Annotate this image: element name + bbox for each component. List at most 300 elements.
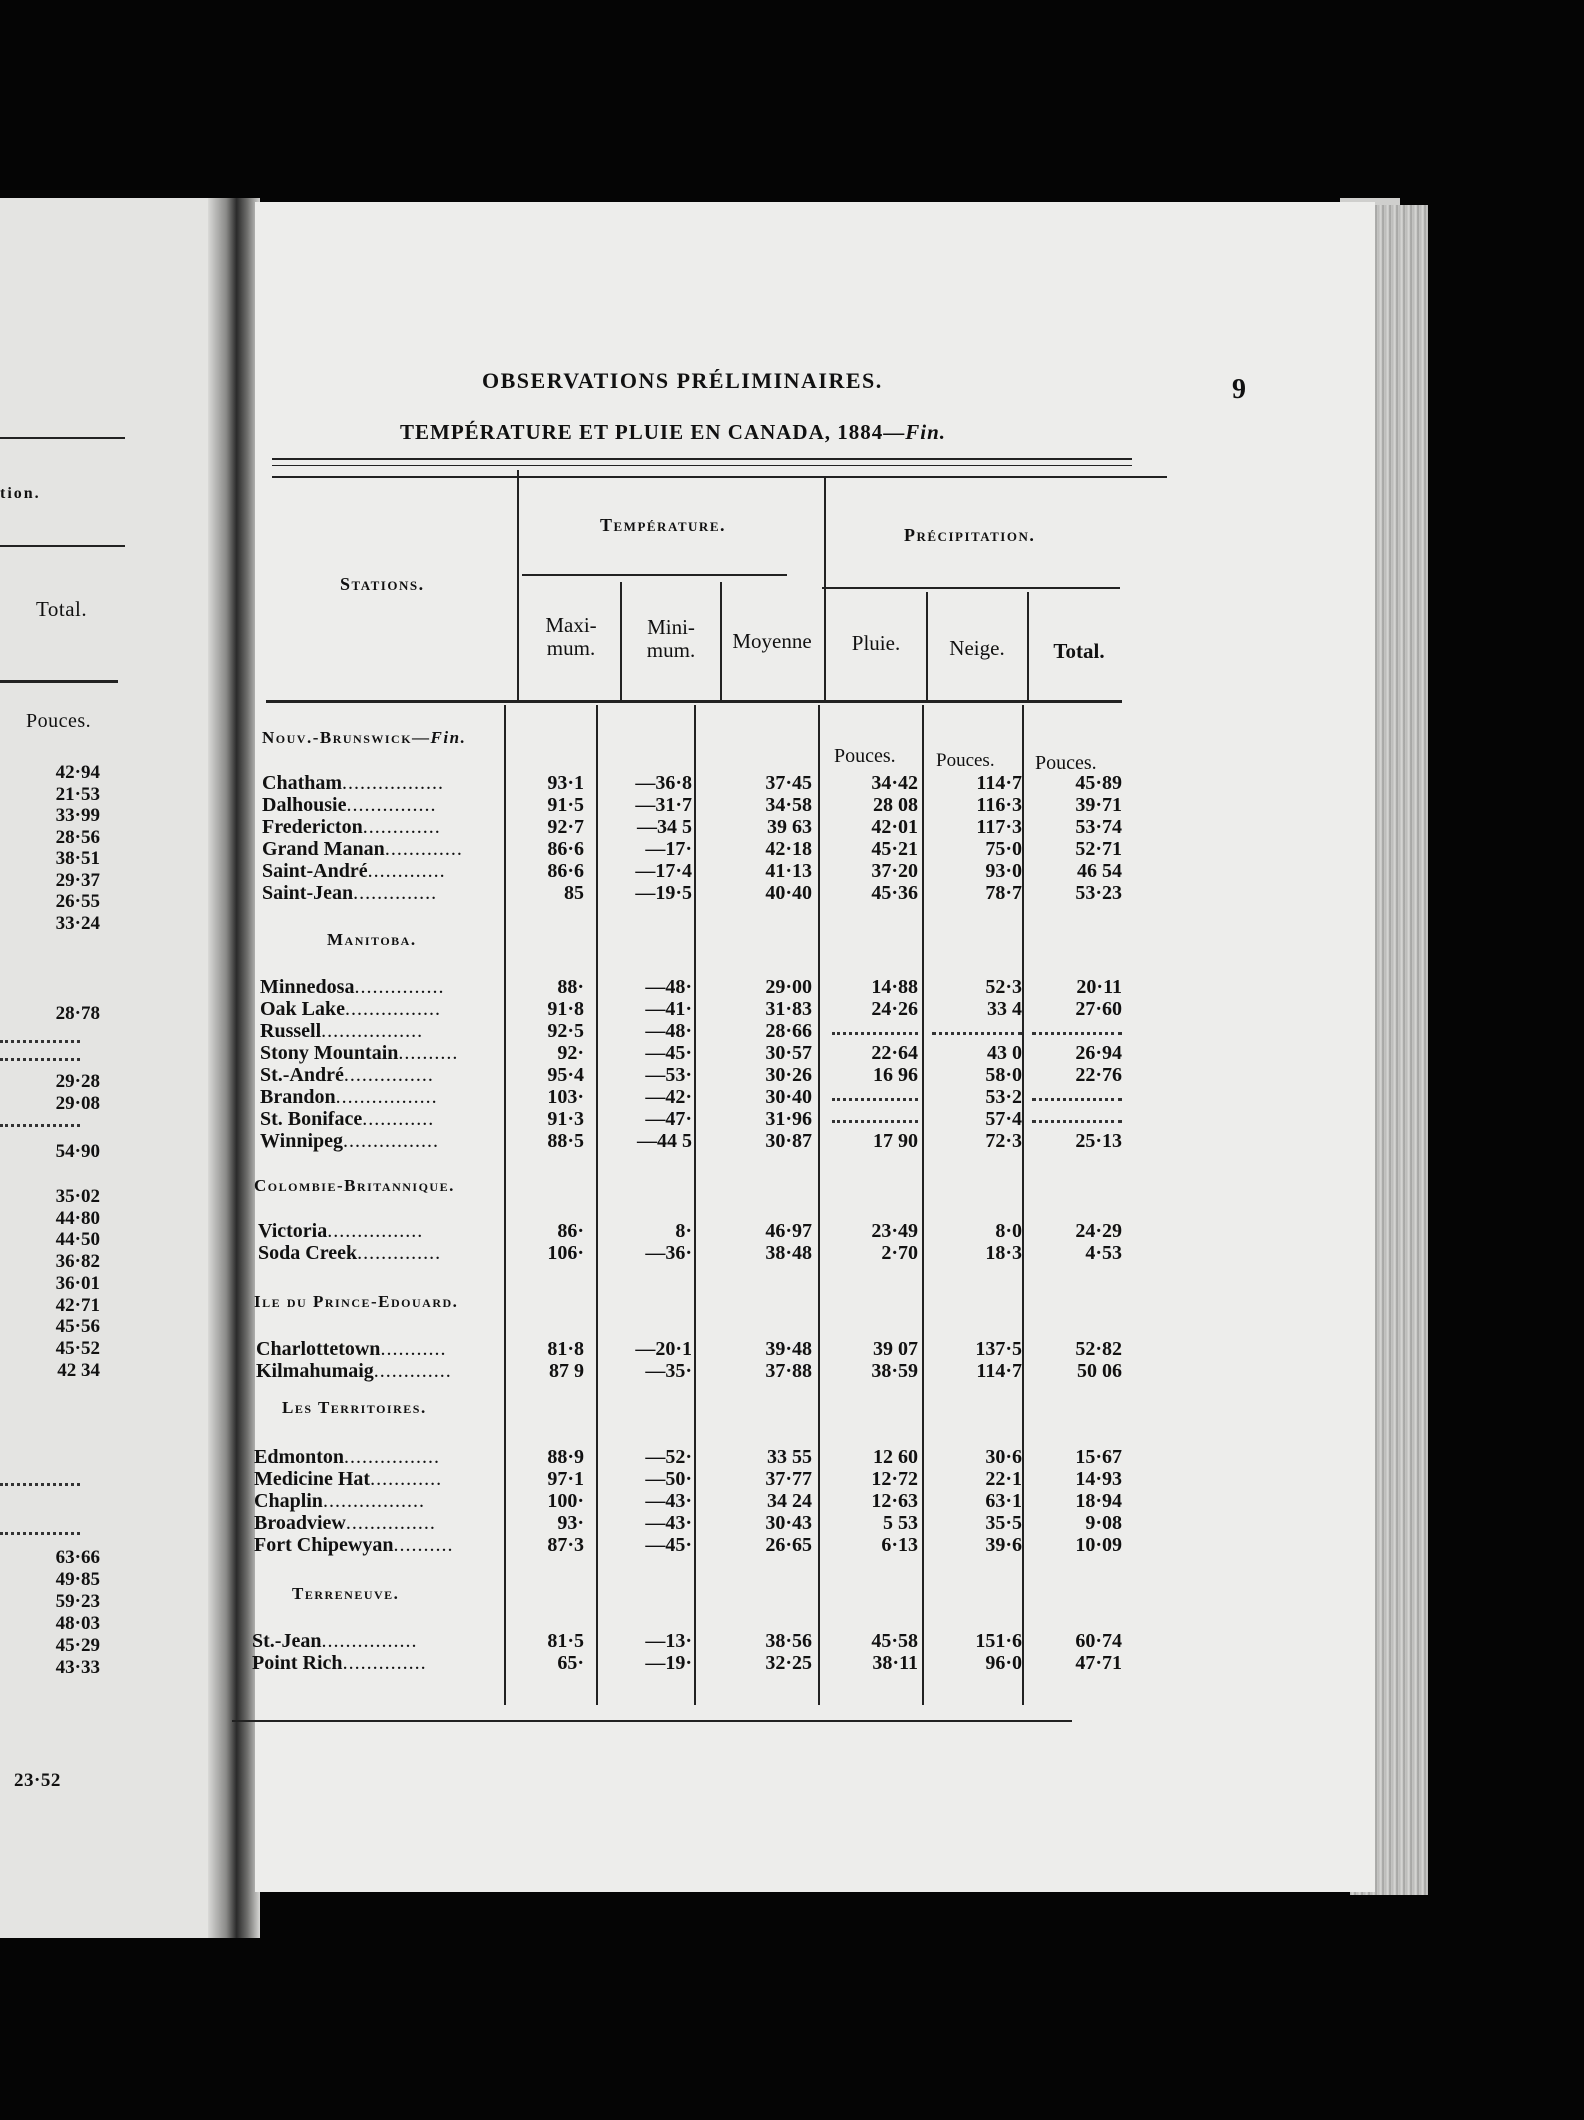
section-name: Nouv.-Brunswick— — [262, 728, 431, 747]
cell-max: 93·1 — [547, 772, 584, 794]
rule-top-1 — [272, 458, 1132, 460]
rule-top-3 — [272, 476, 1167, 478]
station-name-text: Brandon — [260, 1086, 336, 1108]
dot-leader: ................. — [321, 1020, 424, 1042]
table-row — [232, 838, 1352, 860]
station-name-text: Minnedosa — [260, 976, 355, 998]
station-name — [254, 1468, 442, 1491]
cell-min: —19· — [645, 1652, 692, 1674]
station-name — [260, 998, 441, 1021]
cell-rain: 24·26 — [871, 998, 918, 1020]
dot-leader: ................. — [322, 1490, 425, 1512]
cell-total: 14·93 — [1075, 1468, 1122, 1490]
station-name-text: Grand Manan — [262, 838, 385, 860]
cell-rain: 28 08 — [873, 794, 918, 816]
cell-snow: 57·4 — [985, 1108, 1022, 1130]
cell-rain: 22·64 — [871, 1042, 918, 1064]
cell-snow: 114·7 — [976, 772, 1022, 794]
cell-snow: 137·5 — [975, 1338, 1022, 1360]
table-row — [232, 1086, 1352, 1108]
section-heading — [254, 1176, 455, 1196]
cell-total: 26·94 — [1075, 1042, 1122, 1064]
section-name: Colombie-Britannique. — [254, 1176, 455, 1195]
cell-rain: 12·63 — [871, 1490, 918, 1512]
dot-leader: ................. — [335, 1086, 438, 1108]
left-value: 44·80 — [55, 1207, 100, 1229]
dot-leader: ........... — [380, 1338, 447, 1360]
vrule-rain — [926, 592, 928, 702]
section-heading — [292, 1584, 399, 1604]
cell-max: 92·7 — [547, 816, 584, 838]
station-name — [254, 1512, 436, 1535]
table-row — [232, 1020, 1352, 1042]
station-name-text: Medicine Hat — [254, 1468, 371, 1490]
station-name — [254, 1490, 425, 1513]
dot-leader: ................ — [344, 1446, 441, 1468]
table-row — [232, 816, 1352, 838]
station-name — [256, 1338, 446, 1361]
rule-header-bottom — [266, 700, 1122, 703]
left-value: 26·55 — [55, 891, 100, 912]
table-row — [232, 1534, 1352, 1556]
station-name — [260, 1130, 439, 1153]
left-value: 49·85 — [55, 1569, 100, 1590]
dot-leader: ................ — [321, 1630, 418, 1652]
table-row — [232, 1360, 1352, 1382]
table-row — [232, 1652, 1352, 1674]
dot-leader: ............... — [354, 976, 445, 998]
cell-mean: 26·65 — [765, 1534, 812, 1556]
left-value: 29·08 — [55, 1093, 100, 1114]
cell-mean: 28·66 — [765, 1020, 812, 1042]
cell-min: —45· — [645, 1042, 692, 1064]
cell-mean: 42·18 — [765, 838, 812, 860]
cell-mean: 30·57 — [765, 1042, 812, 1064]
dot-leader: ................ — [327, 1220, 424, 1242]
station-name-text: Saint-Jean — [262, 882, 354, 904]
cell-mean: 31·83 — [765, 998, 812, 1020]
station-name — [260, 1086, 438, 1109]
dot-leader: .......... — [398, 1042, 459, 1064]
cell-mean: 30·40 — [765, 1086, 812, 1108]
dot-leader: ............. — [367, 860, 446, 882]
cell-min: —17· — [645, 838, 692, 860]
left-value: 59·23 — [55, 1591, 100, 1612]
cell-mean: 38·56 — [765, 1630, 812, 1652]
station-name-text: Victoria — [258, 1220, 328, 1242]
station-name — [254, 1534, 453, 1557]
cell-snow — [932, 1020, 1022, 1035]
cell-total: 52·82 — [1075, 1338, 1122, 1360]
station-name — [254, 1446, 440, 1469]
cell-total: 4·53 — [1085, 1242, 1122, 1264]
station-name-text: Fort Chipewyan — [254, 1534, 394, 1556]
cell-rain — [832, 1108, 918, 1123]
cell-max: 86·6 — [547, 838, 584, 860]
table-row — [232, 1490, 1352, 1512]
table-title-text: TEMPÉRATURE ET PLUIE EN CANADA, 1884— — [400, 420, 906, 444]
col-header-total: Total. — [1053, 639, 1105, 663]
dot-leader: ............. — [384, 838, 463, 860]
cell-rain: 45·21 — [871, 838, 918, 860]
table-row — [232, 1242, 1352, 1264]
cell-snow: 63·1 — [985, 1490, 1022, 1512]
left-value: 36·82 — [55, 1251, 100, 1273]
station-name — [252, 1630, 417, 1653]
section-heading — [327, 930, 417, 950]
cell-mean: 41·13 — [765, 860, 812, 882]
cell-snow: 8·0 — [995, 1220, 1022, 1242]
cell-rain: 42·01 — [871, 816, 918, 838]
station-name — [262, 860, 446, 883]
cell-mean: 38·48 — [765, 1242, 812, 1264]
col-header-rain: Pluie. — [851, 631, 901, 655]
section-name: Les Territoires. — [282, 1398, 427, 1417]
cell-min: —17·4 — [635, 860, 692, 882]
cell-rain: 5 53 — [883, 1512, 918, 1534]
left-value: 42·71 — [55, 1294, 100, 1316]
cell-total: 47·71 — [1075, 1652, 1122, 1674]
cell-max: 81·8 — [547, 1338, 584, 1360]
cell-max: 85 — [564, 882, 584, 904]
cell-snow: 33 4 — [987, 998, 1022, 1020]
vrule-max — [620, 582, 622, 702]
left-dot-leader — [0, 1124, 80, 1127]
cell-max: 86·6 — [547, 860, 584, 882]
section-heading — [262, 728, 466, 748]
left-value: 35·02 — [55, 1186, 100, 1207]
cell-min: —43· — [645, 1512, 692, 1534]
cell-max: 86· — [557, 1220, 584, 1242]
cell-snow: 151·6 — [975, 1630, 1022, 1652]
cell-rain: 45·36 — [871, 882, 918, 904]
cell-mean: 33 55 — [767, 1446, 812, 1468]
cell-max: 92· — [557, 1042, 584, 1064]
cell-min: —31·7 — [635, 794, 692, 816]
cell-total — [1032, 1108, 1122, 1123]
cell-min: —42· — [645, 1086, 692, 1108]
cell-min: —53· — [645, 1064, 692, 1086]
station-name-text: Fredericton — [262, 816, 363, 838]
precipitation-header: Précipitation. — [904, 525, 1036, 545]
cell-rain: 38·11 — [872, 1652, 918, 1674]
table-row — [232, 1338, 1352, 1360]
left-value: 36·01 — [55, 1272, 100, 1294]
cell-max: 87 9 — [549, 1360, 584, 1382]
dot-leader: ............ — [362, 1108, 435, 1130]
cell-mean: 30·43 — [765, 1512, 812, 1534]
cell-rain: 6·13 — [881, 1534, 918, 1556]
station-name — [260, 1064, 434, 1087]
cell-total: 15·67 — [1075, 1446, 1122, 1468]
station-name-text: Chaplin — [254, 1490, 323, 1512]
station-name-text: Soda Creek — [258, 1242, 358, 1264]
cell-snow: 116·3 — [976, 794, 1022, 816]
cell-snow: 117·3 — [976, 816, 1022, 838]
left-value: 28·78 — [55, 1003, 100, 1024]
cell-mean: 37·77 — [765, 1468, 812, 1490]
dot-leader: .............. — [353, 882, 438, 904]
cell-rain: 23·49 — [871, 1220, 918, 1242]
left-value: 29·37 — [55, 869, 100, 891]
left-value: 33·99 — [55, 805, 100, 826]
cell-max: 103· — [547, 1086, 584, 1108]
cell-max: 81·5 — [547, 1630, 584, 1652]
left-value: 28·56 — [55, 826, 100, 848]
cell-min: —20·1 — [635, 1338, 692, 1360]
left-value: 42 34 — [57, 1359, 100, 1381]
cell-rain: 34·42 — [871, 772, 918, 794]
unit-total: Pouces. — [1035, 752, 1097, 774]
left-value: 45·52 — [55, 1337, 100, 1359]
cell-min: —45· — [645, 1534, 692, 1556]
cell-snow: 78·7 — [985, 882, 1022, 904]
station-name-text: Broadview — [254, 1512, 346, 1534]
cell-mean: 34·58 — [765, 794, 812, 816]
vrule-stations — [517, 470, 519, 700]
cell-total: 46 54 — [1077, 860, 1122, 882]
station-name — [260, 1020, 423, 1043]
left-value: 63·66 — [55, 1547, 100, 1568]
running-title: OBSERVATIONS PRÉLIMINAIRES. — [482, 368, 883, 393]
cell-snow: 30·6 — [985, 1446, 1022, 1468]
cell-min: —52· — [645, 1446, 692, 1468]
dot-leader: ............ — [370, 1468, 443, 1490]
left-value: 45·56 — [55, 1316, 100, 1338]
left-value: 29·28 — [55, 1071, 100, 1092]
cell-min: —50· — [645, 1468, 692, 1490]
station-name-text: Point Rich — [252, 1652, 343, 1674]
cell-rain — [832, 1020, 918, 1035]
unit-rain: Pouces. — [834, 745, 896, 767]
left-unit: Pouces. — [26, 710, 92, 732]
cell-mean: 37·45 — [765, 772, 812, 794]
rule-temp-sub — [522, 574, 787, 576]
cell-total — [1032, 1020, 1122, 1035]
table-row — [232, 860, 1352, 882]
rule-table-bottom — [232, 1720, 1072, 1722]
cell-snow: 52·3 — [985, 976, 1022, 998]
table-row — [232, 1064, 1352, 1086]
cell-rain: 45·58 — [871, 1630, 918, 1652]
dot-leader: ............... — [345, 1512, 436, 1534]
station-name — [262, 816, 441, 839]
col-header-mean: Moyenne — [732, 629, 812, 653]
cell-rain: 2·70 — [881, 1242, 918, 1264]
cell-total: 22·76 — [1075, 1064, 1122, 1086]
left-header-fragment: tion. — [0, 485, 41, 502]
station-name-text: Dalhousie — [262, 794, 347, 816]
left-value: 38·51 — [55, 848, 100, 869]
station-name — [262, 794, 436, 817]
cell-mean: 34 24 — [767, 1490, 812, 1512]
left-page-content — [0, 0, 210, 2120]
table-row — [232, 1468, 1352, 1490]
section-name: Terreneuve. — [292, 1584, 400, 1603]
cell-total: 25·13 — [1075, 1130, 1122, 1152]
cell-total: 24·29 — [1075, 1220, 1122, 1242]
cell-rain: 12·72 — [871, 1468, 918, 1490]
left-value: 33·24 — [55, 912, 100, 934]
cell-max: 91·8 — [547, 998, 584, 1020]
station-name-text: Edmonton — [254, 1446, 345, 1468]
station-name — [260, 1042, 458, 1065]
cell-snow: 35·5 — [985, 1512, 1022, 1534]
table-title-suffix: Fin. — [905, 420, 947, 444]
cell-mean: 40·40 — [765, 882, 812, 904]
table-row — [232, 1130, 1352, 1152]
left-col-header: Total. — [36, 597, 88, 621]
cell-total: 20·11 — [1076, 976, 1122, 998]
station-name — [258, 1242, 441, 1265]
cell-total: 60·74 — [1075, 1630, 1122, 1652]
cell-snow: 75·0 — [985, 838, 1022, 860]
left-value: 43·33 — [55, 1657, 100, 1678]
left-rule-3 — [0, 680, 118, 683]
cell-snow: 18·3 — [985, 1242, 1022, 1264]
station-name — [256, 1360, 452, 1383]
temperature-header: Température. — [600, 515, 726, 535]
cell-mean: 29·00 — [765, 976, 812, 998]
dot-leader: .............. — [357, 1242, 442, 1264]
dot-leader: .......... — [393, 1534, 454, 1556]
section-name: Ile du Prince-Edouard. — [254, 1292, 459, 1311]
station-name — [252, 1652, 427, 1675]
section-heading — [254, 1292, 458, 1312]
cell-snow: 93·0 — [985, 860, 1022, 882]
page-number: 9 — [1232, 374, 1246, 405]
station-name-text: Charlottetown — [256, 1338, 381, 1360]
cell-max: 88·9 — [547, 1446, 584, 1468]
rule-top-2 — [272, 465, 1132, 466]
cell-min: —35· — [645, 1360, 692, 1382]
station-name-text: St.-André — [260, 1064, 344, 1086]
cell-rain: 38·59 — [871, 1360, 918, 1382]
cell-snow: 39·6 — [985, 1534, 1022, 1556]
cell-max: 65· — [557, 1652, 584, 1674]
station-name — [260, 976, 444, 999]
table-row — [232, 1220, 1352, 1242]
cell-min: 8· — [675, 1220, 692, 1242]
cell-total: 18·94 — [1075, 1490, 1122, 1512]
dot-leader: ............. — [373, 1360, 452, 1382]
cell-rain: 12 60 — [873, 1446, 918, 1468]
station-name — [258, 1220, 423, 1243]
cell-max: 88·5 — [547, 1130, 584, 1152]
cell-min: —19·5 — [635, 882, 692, 904]
table-row — [232, 772, 1352, 794]
cell-snow: 96·0 — [985, 1652, 1022, 1674]
table-row — [232, 1108, 1352, 1130]
cell-rain: 17 90 — [873, 1130, 918, 1152]
table-row — [232, 794, 1352, 816]
cell-rain: 16 96 — [873, 1064, 918, 1086]
cell-mean: 46·97 — [765, 1220, 812, 1242]
left-dot-leader — [0, 1058, 80, 1061]
cell-min: —48· — [645, 1020, 692, 1042]
dot-leader: ................ — [345, 998, 442, 1020]
left-value: 42·94 — [55, 762, 100, 783]
left-rule-2 — [0, 545, 125, 547]
station-name — [260, 1108, 434, 1131]
cell-min: —43· — [645, 1490, 692, 1512]
cell-snow: 72·3 — [985, 1130, 1022, 1152]
col-header-max: Maxi-mum. — [545, 613, 597, 660]
table-row — [232, 1042, 1352, 1064]
dot-leader: ............... — [343, 1064, 434, 1086]
left-dot-leader — [0, 1040, 80, 1043]
left-value: 48·03 — [55, 1613, 100, 1634]
cell-min: —36· — [645, 1242, 692, 1264]
table-row — [232, 1512, 1352, 1534]
cell-snow: 53·2 — [985, 1086, 1022, 1108]
stations-header: Stations. — [340, 574, 425, 594]
cell-min: —44 5 — [637, 1130, 692, 1152]
cell-mean: 31·96 — [765, 1108, 812, 1130]
right-page-content — [232, 0, 1352, 2120]
cell-snow: 114·7 — [976, 1360, 1022, 1382]
station-name-text: St.-Jean — [252, 1630, 322, 1652]
cell-total: 10·09 — [1075, 1534, 1122, 1556]
cell-total: 45·89 — [1075, 772, 1122, 794]
station-name-text: Winnipeg — [260, 1130, 343, 1152]
cell-snow: 43 0 — [987, 1042, 1022, 1064]
table-row — [232, 1446, 1352, 1468]
cell-max: 95·4 — [547, 1064, 584, 1086]
section-name-suffix: Fin. — [430, 728, 467, 747]
cell-max: 93· — [557, 1512, 584, 1534]
col-header-min: Mini-mum. — [646, 615, 696, 662]
station-name-text: Kilmahumaig — [256, 1360, 374, 1382]
left-value: 21·53 — [55, 783, 100, 805]
cell-total: 27·60 — [1075, 998, 1122, 1020]
station-name-text: Stony Mountain — [260, 1042, 399, 1064]
dot-leader: ............... — [346, 794, 437, 816]
station-name — [262, 772, 444, 795]
station-name-text: Russell — [260, 1020, 322, 1042]
cell-min: —48· — [645, 976, 692, 998]
section-heading — [282, 1398, 427, 1418]
dot-leader: .............. — [342, 1652, 427, 1674]
table-row — [232, 998, 1352, 1020]
cell-max: 91·5 — [547, 794, 584, 816]
cell-total: 9·08 — [1085, 1512, 1122, 1534]
cell-max: 88· — [557, 976, 584, 998]
cell-min: —47· — [645, 1108, 692, 1130]
left-value: 44·50 — [55, 1229, 100, 1251]
cell-mean: 30·26 — [765, 1064, 812, 1086]
cell-max: 106· — [547, 1242, 584, 1264]
vrule-temp — [824, 478, 826, 702]
cell-min: —34 5 — [637, 816, 692, 838]
cell-total: 39·71 — [1075, 794, 1122, 816]
cell-total: 53·23 — [1075, 882, 1122, 904]
unit-snow: Pouces. — [936, 750, 995, 771]
cell-max: 91·3 — [547, 1108, 584, 1130]
cell-total — [1032, 1086, 1122, 1101]
col-header-snow: Neige. — [949, 636, 1005, 660]
table-row — [232, 1630, 1352, 1652]
cell-max: 100· — [547, 1490, 584, 1512]
left-value: 54·90 — [55, 1141, 100, 1162]
left-value: 45·29 — [55, 1635, 100, 1656]
dot-leader: ................. — [342, 772, 445, 794]
station-name — [262, 882, 437, 905]
station-name — [262, 838, 463, 861]
station-name-text: Oak Lake — [260, 998, 346, 1020]
vrule-snow — [1027, 592, 1029, 702]
cell-min: —41· — [645, 998, 692, 1020]
